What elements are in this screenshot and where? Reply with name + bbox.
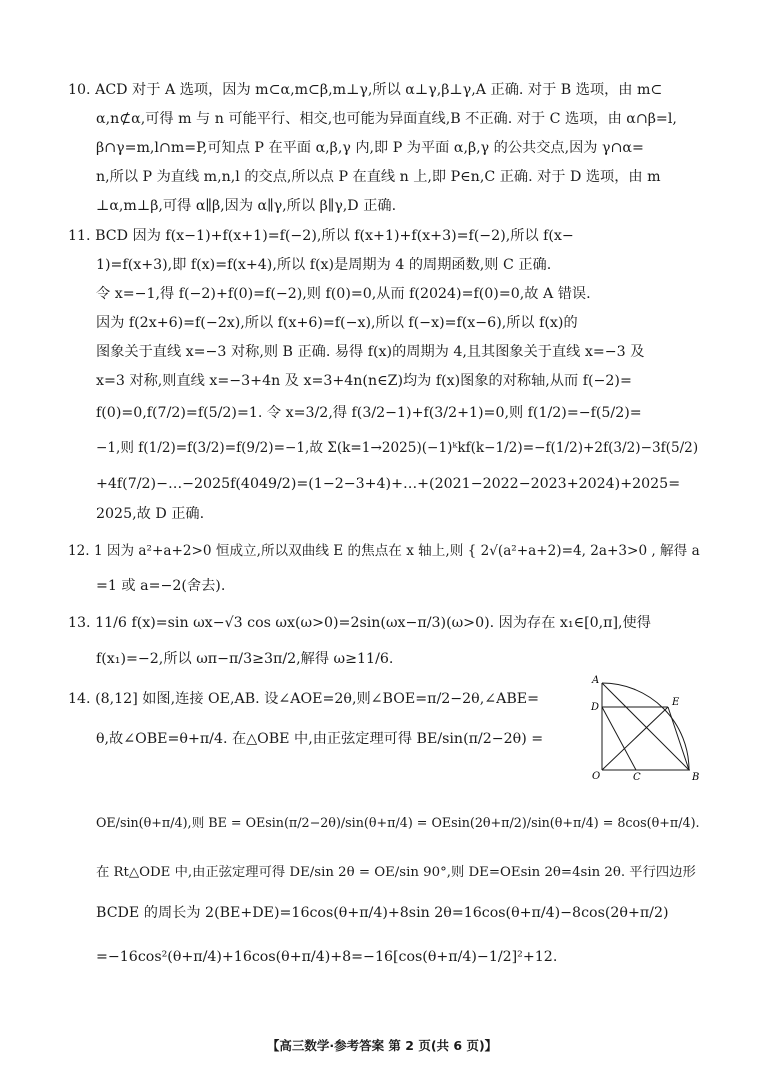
q11-line-1: 11. BCD 因为 f(x−1)+f(x+1)=f(−2),所以 f(x+1)+f(x+3)=f(−2),所以 f(x− (68, 228, 574, 244)
label-B: B (692, 772, 700, 783)
q13-line-2: f(x₁)=−2,所以 ωπ−π/3≥3π/2,解得 ω≥11/6. (96, 651, 394, 667)
q14-line-3: OE/sin(θ+π/4),则 BE = OEsin(π/2−2θ)/sin(θ+π/4) = OEsin(2θ+π/2)/sin(θ+π/4) = 8cos(θ+π/4). (96, 815, 700, 830)
q10-line-3: β∩γ=m,l∩m=P,可知点 P 在平面 α,β,γ 内,即 P 为平面 α,β,γ 的公共交点,因为 γ∩α= (96, 140, 644, 156)
q10-line-4: n,所以 P 为直线 m,n,l 的交点,所以点 P 在直线 n 上,即 P∈n,C 正确. 对于 D 选项，由 m (96, 169, 661, 185)
q11-line-4: 因为 f(2x+6)=f(−2x),所以 f(x+6)=f(−x),所以 f(−x)=f(x−6),所以 f(x)的 (96, 315, 578, 331)
q12-line-1: 12. 1 因为 a²+a+2>0 恒成立,所以双曲线 E 的焦点在 x 轴上,则 { 2√(a²+a+2)=4, 2a+3>0 , 解得 a (68, 543, 700, 559)
q11-line-3: 令 x=−1,得 f(−2)+f(0)=f(−2),则 f(0)=0,从而 f(2024)=f(0)=0,故 A 错误. (96, 286, 591, 302)
q14-line-1: 14. (8,12] 如图,连接 OE,AB. 设∠AOE=2θ,则∠BOE=π/2−2θ,∠ABE= (68, 691, 540, 707)
q10-line-1: 10. ACD 对于 A 选项，因为 m⊂α,m⊂β,m⊥γ,所以 α⊥γ,β⊥γ,A 正确. 对于 B 选项，由 m⊂ (68, 82, 663, 98)
q11-line-9: +4f(7/2)−…−2025f(4049/2)=(1−2−3+4)+…+(2021−2022−2023+2024)+2025= (96, 476, 681, 492)
label-E: E (672, 697, 680, 708)
q14-line-6: =−16cos²(θ+π/4)+16cos(θ+π/4)+8=−16[cos(θ+π/4)−1/2]²+12. (96, 949, 558, 965)
label-O: O (592, 771, 601, 782)
q11-line-2: 1)=f(x+3),即 f(x)=f(x+4),所以 f(x)是周期为 4 的周期函数,则 C 正确. (96, 257, 552, 273)
label-D: D (591, 702, 600, 713)
q10-line-5: ⊥α,m⊥β,可得 α∥β,因为 α∥γ,所以 β∥γ,D 正确. (96, 198, 397, 214)
quarter-circle-figure (588, 675, 708, 785)
segment-DC (602, 707, 636, 770)
segment-EB (668, 707, 689, 770)
q12-line-2: =1 或 a=−2(舍去). (96, 578, 226, 594)
q11-line-10: 2025,故 D 正确. (96, 506, 205, 522)
q11-line-8: −1,则 f(1/2)=f(3/2)=f(9/2)=−1,故 Σ(k=1→2025)(−1)ᵏkf(k−1/2)=−f(1/2)+2f(3/2)−3f(5/2) (96, 440, 699, 456)
q13-line-1: 13. 11/6 f(x)=sin ωx−√3 cos ωx(ω>0)=2sin(ωx−π/3)(ω>0). 因为存在 x₁∈[0,π],使得 (68, 615, 651, 631)
page-footer: 【高三数学·参考答案 第 2 页(共 6 页)】 (266, 1038, 498, 1053)
label-C: C (633, 772, 641, 783)
q11-line-5: 图象关于直线 x=−3 对称,则 B 正确. 易得 f(x)的周期为 4,且其图象关于直线 x=−3 及 (96, 344, 645, 360)
label-A: A (592, 675, 600, 686)
q14-line-5: BCDE 的周长为 2(BE+DE)=16cos(θ+π/4)+8sin 2θ=16cos(θ+π/4)−8cos(2θ+π/2) (96, 905, 669, 921)
q10-line-2: α,n⊄α,可得 m 与 n 可能平行、相交,也可能为异面直线,B 不正确. 对于 C 选项，由 α∩β=l, (96, 111, 677, 127)
q14-line-4: 在 Rt△ODE 中,由正弦定理可得 DE/sin 2θ = OE/sin 90°,则 DE=OEsin 2θ=4sin 2θ. 平行四边形 (96, 865, 696, 880)
q11-line-6: x=3 对称,则直线 x=−3+4n 及 x=3+4n(n∈Z)均为 f(x)图象的对称轴,从而 f(−2)= (96, 373, 632, 389)
q14-line-2: θ,故∠OBE=θ+π/4. 在△OBE 中,由正弦定理可得 BE/sin(π/2−2θ) = (96, 731, 544, 747)
q11-line-7: f(0)=0,f(7/2)=f(5/2)=1. 令 x=3/2,得 f(3/2−1)+f(3/2+1)=0,则 f(1/2)=−f(5/2)= (96, 405, 642, 421)
